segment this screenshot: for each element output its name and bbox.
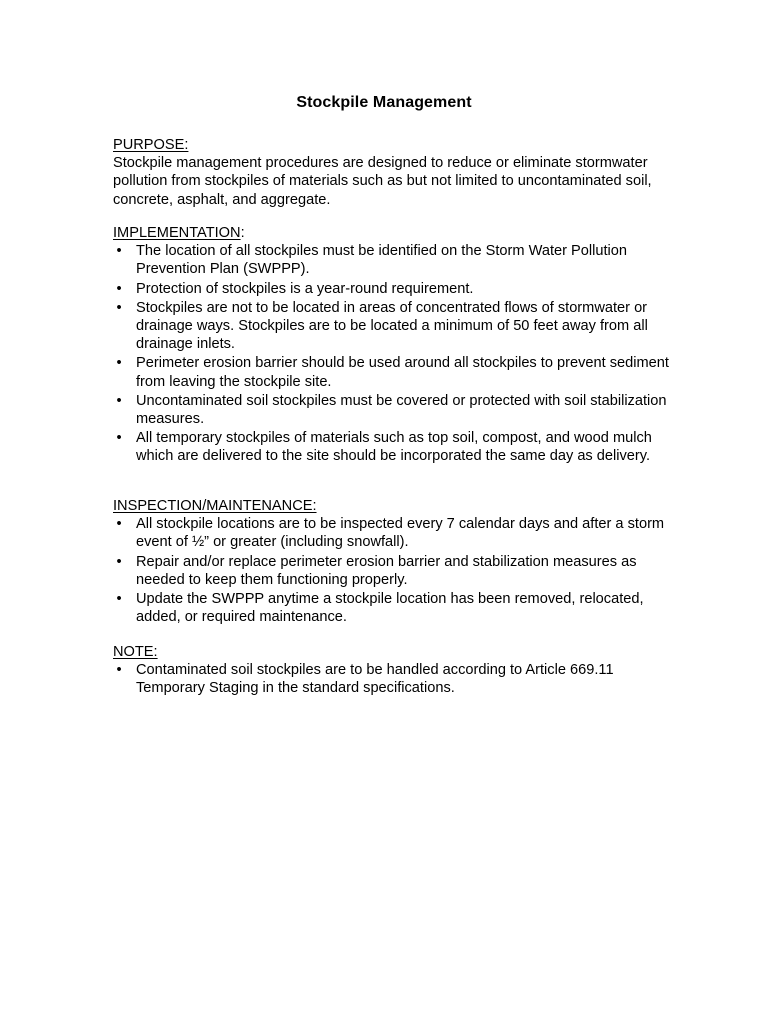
inspection-heading-text: INSPECTION/MAINTENANCE: xyxy=(113,498,317,514)
purpose-heading-text: PURPOSE: xyxy=(113,137,189,153)
bullet-icon: • xyxy=(116,243,122,260)
implementation-heading-text: IMPLEMENTATION xyxy=(113,225,241,241)
list-item-text: Protection of stockpiles is a year-round requirement. xyxy=(136,280,474,297)
page-title: Stockpile Management xyxy=(296,94,472,111)
inspection-heading xyxy=(113,497,673,515)
list-item-text: Contaminated soil stockpiles are to be handled according to Article 669.11 Temporary Staging in the standard specifications. xyxy=(136,662,614,697)
purpose-section xyxy=(113,136,673,209)
list-item xyxy=(113,280,673,298)
bullet-icon: • xyxy=(116,299,122,316)
purpose-heading xyxy=(113,136,673,154)
list-item xyxy=(113,299,673,354)
bullet-icon: • xyxy=(116,392,122,409)
note-heading xyxy=(113,643,673,661)
bullet-icon: • xyxy=(116,516,122,533)
list-item xyxy=(113,590,673,626)
list-item xyxy=(113,242,673,278)
list-item-text: Repair and/or replace perimeter erosion barrier and stabilization measures as needed to keep them functioning properly. xyxy=(136,553,637,588)
list-item xyxy=(113,354,673,390)
list-item xyxy=(113,392,673,428)
list-item-text: All stockpile locations are to be inspected every 7 calendar days and after a storm event of ½” or greater (including snowfall). xyxy=(136,516,665,551)
note-section xyxy=(113,643,673,699)
purpose-text: Stockpile management procedures are designed to reduce or eliminate stormwater pollution from stockpiles of materials such as but not limited to uncontaminated soil, concrete, asphalt, and aggregate. xyxy=(113,155,652,208)
list-item-text: Update the SWPPP anytime a stockpile location has been removed, relocated, added, or required maintenance. xyxy=(136,591,644,626)
bullet-icon: • xyxy=(116,591,122,608)
list-item xyxy=(113,515,673,551)
list-item-text: Uncontaminated soil stockpiles must be covered or protected with soil stabilization measures. xyxy=(136,392,667,428)
bullet-icon: • xyxy=(116,662,122,679)
list-item-text: The location of all stockpiles must be identified on the Storm Water Pollution Prevention Plan (SWPPP). xyxy=(136,243,628,278)
implementation-list xyxy=(113,242,673,465)
note-list xyxy=(113,661,673,697)
list-item xyxy=(113,553,673,589)
list-item xyxy=(113,429,673,465)
bullet-icon: • xyxy=(116,553,122,570)
bullet-icon: • xyxy=(116,280,122,297)
bullet-icon: • xyxy=(116,355,122,372)
list-item-text: All temporary stockpiles of materials such as top soil, compost, and wood mulch which are delivered to the site should be incorporated the same day as delivery. xyxy=(136,430,652,465)
note-heading-text: NOTE: xyxy=(113,644,158,660)
list-item-text: Stockpiles are not to be located in areas of concentrated flows of stormwater or drainage ways. Stockpiles are to be located a minimum of 50 feet away from all drainage inlets. xyxy=(136,299,648,353)
implementation-heading-suffix: : xyxy=(240,225,245,241)
list-item-text: Perimeter erosion barrier should be used around all stockpiles to prevent sediment from leaving the stockpile site. xyxy=(136,355,669,390)
inspection-section xyxy=(113,497,673,627)
bullet-icon: • xyxy=(116,430,122,447)
list-item xyxy=(113,661,673,697)
implementation-section xyxy=(113,224,673,467)
implementation-heading xyxy=(113,224,673,242)
inspection-list xyxy=(113,515,673,626)
